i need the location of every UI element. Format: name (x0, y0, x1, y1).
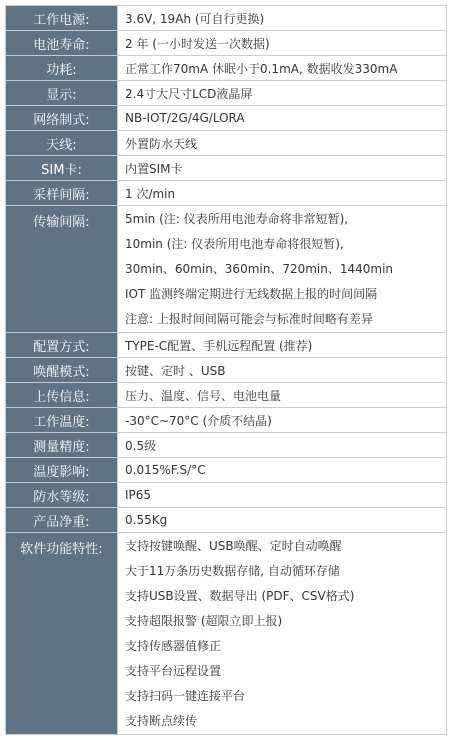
transmit-interval-line: IOT 监测终端定期进行无线数据上报的时间间隔 (125, 287, 378, 301)
row-wakeup-mode (6, 358, 447, 383)
row-network (6, 106, 447, 131)
row-upload-info (6, 383, 447, 408)
value-upload-info: 压力、温度、信号、电池电量 (118, 383, 447, 408)
value-network: NB-IOT/2G/4G/LORA (118, 106, 447, 131)
label-operating-temp: 工作温度: (6, 408, 118, 433)
label-network: 网络制式: (6, 106, 118, 131)
value-display: 2.4寸大尺寸LCD液晶屏 (118, 81, 447, 106)
row-power-consumption (6, 56, 447, 81)
row-battery-life (6, 31, 447, 56)
transmit-interval-line: 5min (注: 仪表所用电池寿命将非常短暂), (125, 212, 349, 226)
software-feature-item: 支持超限报警 (超限立即上报) (125, 614, 283, 628)
value-sim-card: 内置SIM卡 (118, 156, 447, 181)
transmit-interval-line: 注意: 上报时间间隔可能会与标准时间略有差异 (125, 312, 373, 326)
label-accuracy: 测量精度: (6, 433, 118, 458)
value-waterproof: IP65 (118, 483, 447, 508)
label-upload-info: 上传信息: (6, 383, 118, 408)
row-net-weight (6, 508, 447, 533)
value-sampling-interval: 1 次/min (118, 181, 447, 206)
label-display: 显示: (6, 81, 118, 106)
value-software-features (118, 533, 447, 735)
row-temp-effect (6, 458, 447, 483)
label-power-supply: 工作电源: (6, 6, 118, 31)
value-accuracy: 0.5级 (118, 433, 447, 458)
software-feature-item: 支持断点续传 (125, 714, 198, 728)
row-sampling-interval (6, 181, 447, 206)
label-waterproof: 防水等级: (6, 483, 118, 508)
row-sim-card (6, 156, 447, 181)
row-waterproof (6, 483, 447, 508)
row-config-method (6, 333, 447, 358)
label-wakeup-mode: 唤醒模式: (6, 358, 118, 383)
value-temp-effect: 0.015%F.S/°C (118, 458, 447, 483)
label-transmit-interval: 传输间隔: (6, 206, 118, 333)
value-power-consumption: 正常工作70mA 休眠小于0.1mA, 数据收发330mA (118, 56, 447, 81)
value-operating-temp: -30°C~70°C (介质不结晶) (118, 408, 447, 433)
label-sampling-interval: 采样间隔: (6, 181, 118, 206)
row-operating-temp (6, 408, 447, 433)
row-power-supply (6, 6, 447, 31)
row-software-features (6, 533, 447, 735)
label-power-consumption: 功耗: (6, 56, 118, 81)
value-transmit-interval (118, 206, 447, 333)
label-config-method: 配置方式: (6, 333, 118, 358)
value-config-method: TYPE-C配置、手机远程配置 (推荐) (118, 333, 447, 358)
software-feature-item: 支持USB设置、数据导出 (PDF、CSV格式) (125, 589, 355, 603)
software-feature-item: 大于11万条历史数据存储, 自动循环存储 (125, 564, 340, 578)
value-antenna: 外置防水天线 (118, 131, 447, 156)
software-feature-item: 支持传感器值修正 (125, 639, 222, 653)
software-feature-item: 支持平台远程设置 (125, 664, 222, 678)
label-software-features: 软件功能特性: (6, 533, 118, 735)
software-feature-item: 支持扫码一键连接平台 (125, 689, 246, 703)
label-temp-effect: 温度影响: (6, 458, 118, 483)
transmit-interval-line: 10min (注: 仪表所用电池寿命将很短暂), (125, 237, 344, 251)
label-battery-life: 电池寿命: (6, 31, 118, 56)
value-wakeup-mode: 按键、定时 、USB (118, 358, 447, 383)
row-display (6, 81, 447, 106)
row-accuracy (6, 433, 447, 458)
label-antenna: 天线: (6, 131, 118, 156)
spec-table (5, 5, 447, 735)
row-antenna (6, 131, 447, 156)
value-battery-life: 2 年 (一小时发送一次数据) (118, 31, 447, 56)
transmit-interval-line: 30min、60min、360min、720min、1440min (125, 262, 394, 276)
value-power-supply: 3.6V, 19Ah (可自行更换) (118, 6, 447, 31)
label-net-weight: 产品净重: (6, 508, 118, 533)
row-transmit-interval (6, 206, 447, 333)
label-sim-card: SIM卡: (6, 156, 118, 181)
software-feature-item: 支持按键唤醒、USB唤醒、定时自动唤醒 (125, 539, 342, 553)
value-net-weight: 0.55Kg (118, 508, 447, 533)
